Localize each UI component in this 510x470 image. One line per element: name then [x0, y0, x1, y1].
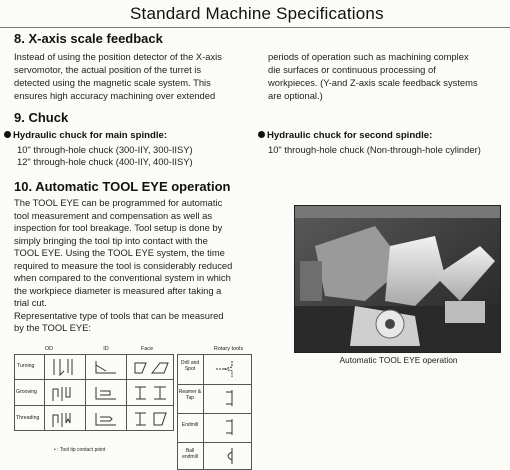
text-line: the workpiece diameter is measured after taking a — [14, 284, 222, 296]
text-line: required to measure the tool is considerably reduced — [14, 259, 233, 271]
face-grooving-tool-icon — [132, 383, 172, 403]
grid-divider — [203, 354, 204, 470]
photo-caption: Automatic TOOL EYE operation — [339, 355, 458, 365]
text-line: die surfaces or continuous processing of — [268, 64, 436, 75]
grid-divider — [85, 354, 86, 431]
text-line: inspection for tool breakage. Tool setup is done by — [14, 222, 223, 233]
face-threading-tool-icon — [132, 409, 172, 429]
text-line: detected using the magnetic scale system. This — [14, 77, 211, 88]
od-threading-tool-icon — [50, 409, 80, 429]
section-10-heading: 10. Automatic TOOL EYE operation — [14, 179, 231, 194]
bullet-icon — [4, 131, 11, 138]
id-threading-tool-icon — [92, 409, 122, 429]
text-line: simply bringing the tool tip into contact with the — [14, 234, 208, 246]
id-grooving-tool-icon — [92, 383, 122, 403]
text-line: Representative type of tools that can be measured — [14, 309, 224, 321]
page-title: Standard Machine Specifications — [130, 4, 384, 23]
reamer-tool-icon — [212, 388, 246, 408]
text-line: are optional.) — [268, 90, 323, 101]
rotary-label-ballendmill: Ball endmill — [182, 448, 198, 460]
second-spindle-chuck-label: Hydraulic chuck for second spindle: — [267, 130, 433, 141]
main-spindle-chuck-heading — [4, 130, 167, 141]
text-line: by the TOOL EYE: — [14, 322, 91, 333]
section-8-heading: 8. X-axis scale feedback — [14, 31, 163, 46]
tool-eye-photo-graphic — [295, 206, 500, 352]
text-line: trial cut. — [14, 297, 47, 308]
col-header-rotary: Rotary tools — [213, 346, 244, 352]
grid-divider — [14, 379, 174, 380]
text-line: tool measurement and compensation as well as — [14, 209, 213, 221]
endmill-tool-icon — [212, 417, 246, 437]
rotary-label-reamer: Reamer & Tap — [178, 389, 202, 401]
text-line: when compared to the conventional system in which — [14, 272, 231, 283]
main-spindle-chuck-label: Hydraulic chuck for main spindle: — [13, 130, 168, 141]
main-chuck-line: 10" through-hole chuck (300-IIY, 300-IISY) — [17, 144, 193, 155]
second-chuck-line: 10" through-hole chuck (Non-through-hole cylinder) — [268, 144, 481, 155]
col-header-od: OD — [44, 346, 54, 352]
grid-divider — [44, 354, 45, 431]
text-line: The TOOL EYE can be programmed for automatic — [14, 197, 223, 208]
title-rule — [0, 27, 510, 28]
text-line: periods of operation such as machining complex — [268, 51, 469, 62]
text-line: ensures high accuracy machining over extended — [14, 90, 216, 101]
text-line: Instead of using the position detector of the X-axis — [14, 51, 222, 62]
grid-divider — [14, 405, 174, 406]
main-chuck-line: 12" through-hole chuck (400-IIY, 400-IISY) — [17, 156, 193, 167]
od-turning-tool-icon — [50, 357, 80, 377]
grid-divider — [126, 354, 127, 431]
od-grooving-tool-icon — [50, 383, 80, 403]
ball-endmill-tool-icon — [212, 446, 246, 466]
second-spindle-chuck-heading — [258, 130, 432, 141]
drill-tool-icon — [212, 359, 246, 379]
col-header-face: Face — [140, 346, 154, 352]
grid-divider — [177, 384, 252, 385]
grid-divider — [177, 413, 252, 414]
contact-point-note: • : Tool tip contact point — [54, 447, 106, 453]
section-9-heading: 9. Chuck — [14, 110, 69, 125]
col-header-id: ID — [103, 346, 109, 352]
row-label-threading: Threading — [16, 415, 40, 421]
row-label-turning: Turning — [17, 363, 35, 369]
rotary-label-endmill: Endmill — [181, 422, 199, 428]
text-line: servomotor, the actual position of the turret is — [14, 64, 202, 75]
row-label-grooving: Grooving — [16, 389, 38, 395]
tool-eye-photo — [294, 205, 501, 353]
rotary-label-drill: Drill and Spot — [180, 360, 200, 372]
bullet-icon — [258, 131, 265, 138]
text-line: TOOL EYE. Using the TOOL EYE system, the time — [14, 247, 225, 258]
text-line: workpieces. (Y-and Z-axis scale feedback systems — [268, 77, 478, 88]
id-turning-tool-icon — [92, 357, 122, 377]
grid-divider — [177, 442, 252, 443]
face-turning-tool-icon — [132, 357, 172, 377]
